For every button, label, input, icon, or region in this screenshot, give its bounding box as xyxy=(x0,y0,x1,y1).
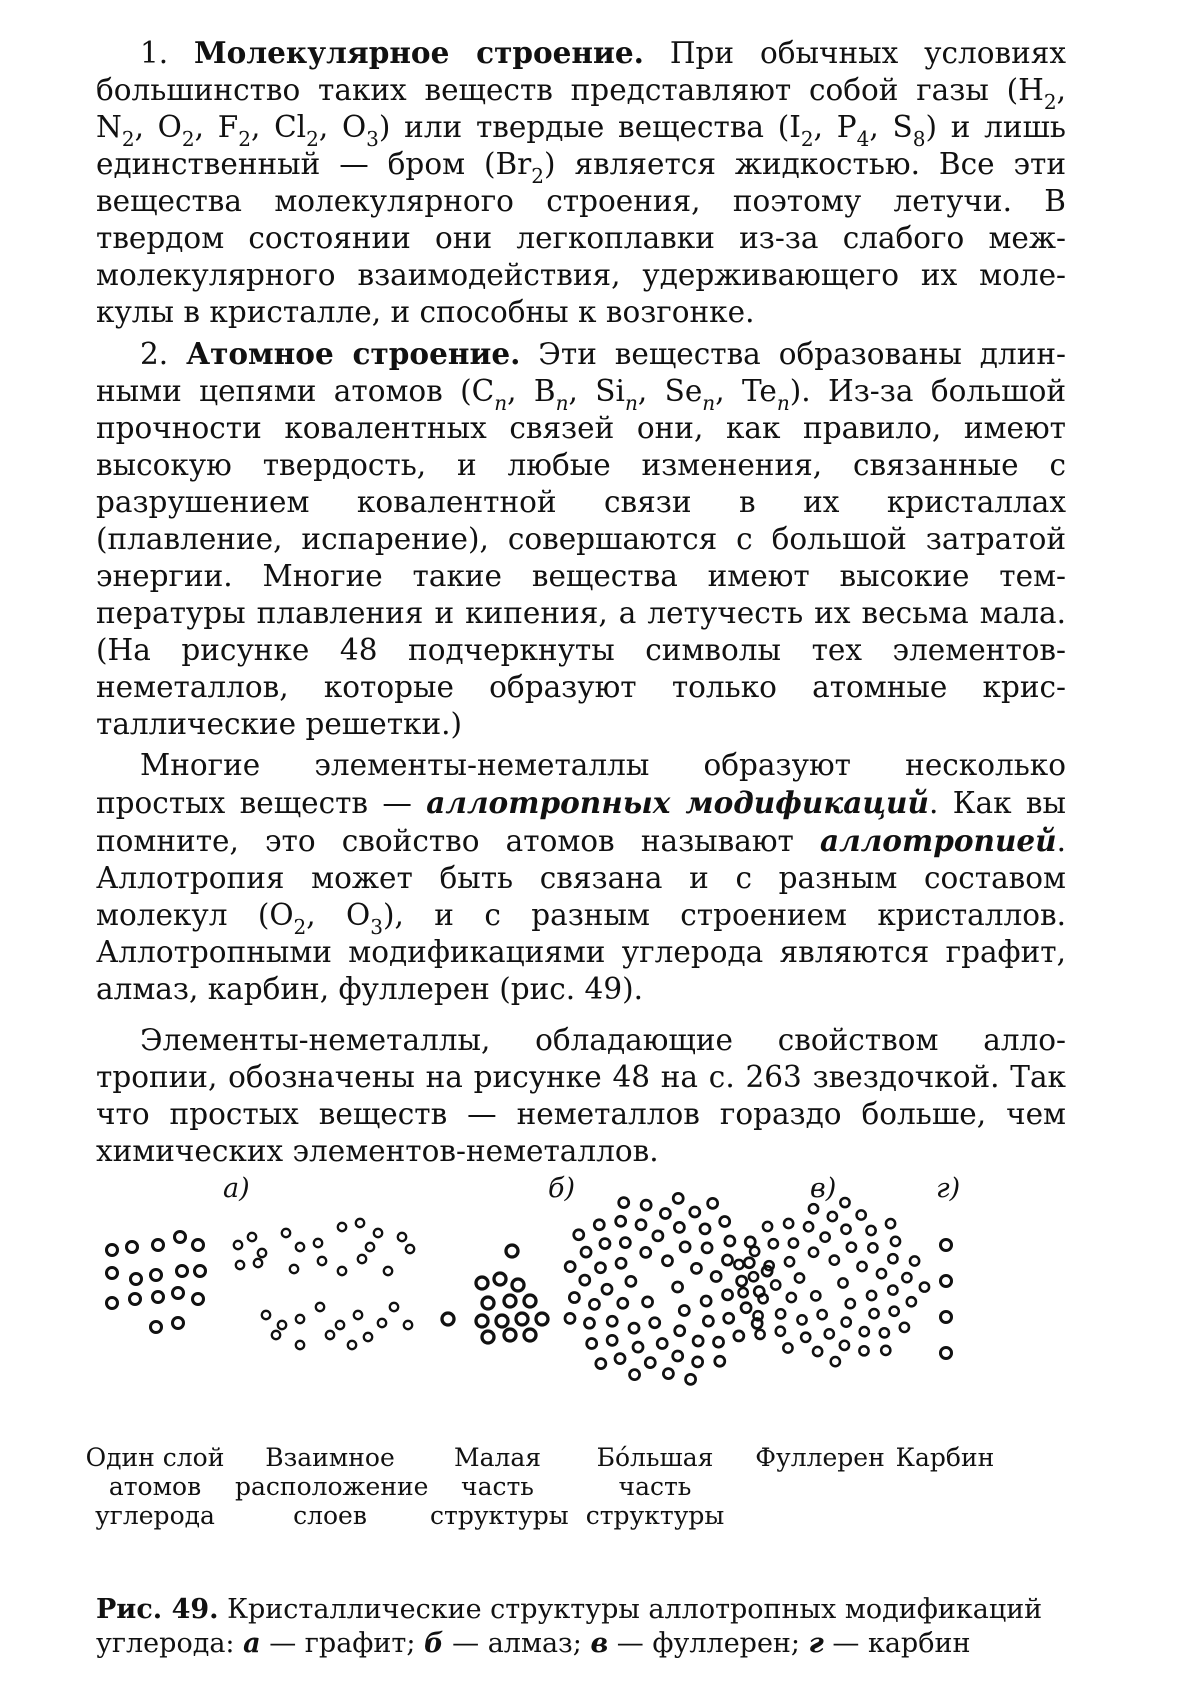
graphite-layers-atom xyxy=(326,1331,334,1339)
graphite-layer-atom xyxy=(153,1292,164,1303)
fullerene-atom xyxy=(860,1327,869,1336)
graphite-layers-atom xyxy=(282,1229,290,1237)
graphite-layers-atom xyxy=(262,1311,270,1319)
text-run: , S xyxy=(869,110,913,144)
diamond-large-atom xyxy=(565,1262,575,1272)
diamond-small-atom xyxy=(504,1295,516,1307)
diamond-large-atom xyxy=(725,1236,735,1246)
label-b: б) xyxy=(548,1173,576,1204)
diamond-large-atom xyxy=(691,1263,701,1273)
caption-letter: в xyxy=(590,1628,609,1659)
fullerene-atom xyxy=(846,1299,855,1308)
diamond-large-atom xyxy=(693,1336,703,1346)
subscript: 3 xyxy=(370,915,384,940)
fullerene-atom xyxy=(867,1291,876,1300)
text-run: , B xyxy=(507,374,556,408)
text-run: Эти вещества образованы длинными цепями атомов (C xyxy=(96,337,1066,408)
graphite-layers-atom xyxy=(234,1241,242,1249)
fullerene-atom xyxy=(907,1297,916,1306)
fullerene-atom xyxy=(880,1328,889,1337)
graphite-layer-atom xyxy=(153,1240,164,1251)
label-fullerene: Фуллерен xyxy=(755,1443,885,1472)
subscript: n xyxy=(494,391,508,416)
fullerene-atom xyxy=(900,1323,909,1332)
diamond-large-atom xyxy=(629,1323,639,1333)
graphite-layers-atom xyxy=(296,1243,304,1251)
diamond-large-atom xyxy=(569,1293,579,1303)
subscript: 2 xyxy=(800,127,814,152)
carbyne-atom xyxy=(941,1276,952,1287)
fullerene-atom xyxy=(828,1212,837,1221)
fullerene-atom xyxy=(877,1269,886,1278)
diamond-large-atom xyxy=(565,1313,575,1323)
fullerene-atom xyxy=(869,1309,878,1318)
diamond-large-atom xyxy=(596,1359,606,1369)
graphite-layer-atom xyxy=(130,1294,141,1305)
diamond-large-atom xyxy=(723,1290,733,1300)
diamond-large-atom xyxy=(643,1297,653,1307)
diamond-large-atom xyxy=(587,1339,597,1349)
graphite-layers-atom xyxy=(248,1233,256,1241)
text-run: При обычных условиях большинство таких веществ представляют собой газы (H xyxy=(96,36,1066,107)
graphite-layers-atom xyxy=(296,1341,304,1349)
graphite-layer-atom xyxy=(107,1268,118,1279)
fullerene-atom xyxy=(749,1272,758,1281)
fullerene-atom xyxy=(857,1262,866,1271)
graphite-layers-atom xyxy=(290,1265,298,1273)
fullerene-atom xyxy=(830,1256,839,1265)
diamond-large-atom xyxy=(607,1316,617,1326)
text-run: ) и лишь единственный — бром (Br xyxy=(96,110,1066,181)
diamond-small-atom xyxy=(504,1329,516,1341)
diamond-large-atom xyxy=(693,1357,703,1367)
diamond-small-atom xyxy=(516,1313,528,1325)
text-run: , Si xyxy=(568,374,625,408)
carbyne-atom xyxy=(941,1348,952,1359)
label-carbyne: Карбин xyxy=(895,1443,995,1472)
graphite-layers-atom xyxy=(398,1233,406,1241)
label-v: в) xyxy=(810,1173,837,1204)
diamond-small-atom xyxy=(506,1245,518,1257)
diamond-large-atom xyxy=(702,1243,712,1253)
diamond-large-atom xyxy=(589,1299,599,1309)
diamond-large-atom xyxy=(657,1339,667,1349)
diamond-large-atom xyxy=(616,1258,626,1268)
fullerene-atom xyxy=(755,1330,764,1339)
diamond-large-atom xyxy=(616,1216,626,1226)
fullerene-atom xyxy=(857,1210,866,1219)
fullerene-atom xyxy=(801,1333,810,1342)
graphite-layer-atom xyxy=(151,1270,162,1281)
diamond-small-atom xyxy=(476,1277,488,1289)
fullerene-atom xyxy=(776,1327,785,1336)
heading-atomic: Атомное строение. xyxy=(186,336,521,371)
fullerene-atom xyxy=(920,1282,929,1291)
fullerene-atom xyxy=(825,1329,834,1338)
figure-caption xyxy=(96,1593,1076,1661)
diamond-large-atom xyxy=(711,1272,721,1282)
diamond-small-atom xyxy=(536,1313,548,1325)
graphite-layers-atom xyxy=(338,1223,346,1231)
diamond-large-atom xyxy=(618,1298,628,1308)
diamond-large-atom xyxy=(633,1342,643,1352)
graphite-layer-atom xyxy=(151,1322,162,1333)
graphite-layer-atom xyxy=(175,1232,186,1243)
graphite-layer-atom xyxy=(127,1242,138,1253)
diamond-large-atom xyxy=(630,1370,640,1380)
text-run: . Аллотропия может быть связана и с разным составом молекул (O xyxy=(96,824,1066,932)
graphite-layers-atom xyxy=(316,1303,324,1311)
diamond-small-atom xyxy=(494,1273,506,1285)
subscript: n xyxy=(555,391,569,416)
diamond-large-atom xyxy=(690,1207,700,1217)
subscript: 2 xyxy=(1043,90,1057,115)
diamond-small-atom xyxy=(442,1313,454,1325)
text-run: , P xyxy=(813,110,857,144)
graphite-layer-atom xyxy=(195,1266,206,1277)
text-run: ) является жидкостью. Все эти вещества молекулярного строения, поэтому летучи. В твердом состоянии они легкоплавки из-за слабого межмолекулярного взаимодействия, удерживающего их молекулы в кристалле, и способны к возгонке. xyxy=(96,147,1066,329)
graphite-layers-atom xyxy=(384,1267,392,1275)
fullerene-atom xyxy=(750,1247,759,1256)
diamond-small-atom xyxy=(524,1295,536,1307)
graphite-layers-atom xyxy=(406,1245,414,1253)
diamond-large-atom xyxy=(641,1200,651,1210)
fullerene-atom xyxy=(831,1357,840,1366)
fullerene-atom xyxy=(866,1226,875,1235)
fullerene-atom xyxy=(890,1307,899,1316)
diamond-large-atom xyxy=(703,1316,713,1326)
diamond-small-atom xyxy=(496,1315,508,1327)
label-one-layer: Один слой атомов углерода xyxy=(85,1443,225,1530)
graphite-layers-atom xyxy=(348,1341,356,1349)
graphite-layers-atom xyxy=(296,1315,304,1323)
text-run: Многие элементы-неметаллы образуют несколько простых веществ — xyxy=(96,748,1066,820)
diamond-large-atom xyxy=(584,1318,594,1328)
fullerene-atom xyxy=(841,1225,850,1234)
diamond-large-atom xyxy=(580,1275,590,1285)
fullerene-atom xyxy=(813,1347,822,1356)
paragraph-molecular xyxy=(96,34,1066,331)
diamond-small-atom xyxy=(476,1315,488,1327)
diamond-large-atom xyxy=(600,1239,610,1249)
heading-molecular: Молекулярное строение. xyxy=(194,35,644,70)
diamond-large-atom xyxy=(645,1358,655,1368)
caption-run: — карбин xyxy=(823,1628,971,1659)
fullerene-atom xyxy=(783,1343,792,1352)
graphite-layers-atom xyxy=(318,1257,326,1265)
graphite-layers-atom xyxy=(236,1261,244,1269)
text-run: , O xyxy=(306,898,371,932)
graphite-layers-atom xyxy=(338,1267,346,1275)
text-run: , N xyxy=(96,73,1066,144)
paragraph-atomic xyxy=(96,335,1066,743)
carbyne-atom xyxy=(941,1312,952,1323)
body-text xyxy=(96,34,1066,1170)
diamond-large-atom xyxy=(650,1318,660,1328)
text-run: , O xyxy=(134,110,182,144)
fullerene-atom xyxy=(842,1318,851,1327)
diamond-large-atom xyxy=(714,1337,724,1347)
graphite-layers-atom xyxy=(366,1243,374,1251)
diamond-large-atom xyxy=(626,1276,636,1286)
diamond-large-atom xyxy=(700,1224,710,1234)
subscript: 2 xyxy=(306,127,319,152)
diamond-large-atom xyxy=(744,1258,754,1268)
subscript: 8 xyxy=(912,127,926,152)
diamond-large-atom xyxy=(602,1284,612,1294)
fullerene-atom xyxy=(902,1273,911,1282)
label-layer-arrangement: Взаимное расположение слоев xyxy=(235,1443,429,1530)
item-number: 1. xyxy=(140,36,195,70)
text-run: ) или твердые вещества (I xyxy=(378,110,801,144)
graphite-layers-atom xyxy=(404,1321,412,1329)
fullerene-atom xyxy=(840,1198,849,1207)
fullerene-atom xyxy=(888,1254,897,1263)
diamond-large-atom xyxy=(737,1276,747,1286)
graphite-layer-atom xyxy=(173,1318,184,1329)
diamond-large-atom xyxy=(663,1369,673,1379)
graphite-layers-atom xyxy=(390,1303,398,1311)
graphite-layers-atom xyxy=(336,1321,344,1329)
fullerene-atom xyxy=(910,1256,919,1265)
fullerene-atom xyxy=(739,1288,748,1297)
subscript: 2 xyxy=(181,127,195,152)
fullerene-atom xyxy=(771,1280,780,1289)
subscript: n xyxy=(702,391,716,416)
subscript: n xyxy=(776,391,790,416)
diamond-large-atom xyxy=(741,1303,751,1313)
label-large-part: Бóльшая часть структуры xyxy=(585,1443,725,1530)
caption-lead: Рис. 49. xyxy=(96,1594,219,1625)
label-a: а) xyxy=(223,1173,250,1204)
caption-run: — фуллерен; xyxy=(608,1628,809,1659)
graphite-layers-atom xyxy=(356,1219,364,1227)
subscript: 2 xyxy=(531,164,545,189)
text-run: . Как вы помните, это свойство атомов называют xyxy=(96,786,1067,858)
graphite-layers-atom xyxy=(258,1249,266,1257)
diamond-large-atom xyxy=(686,1374,696,1384)
fullerene-atom xyxy=(881,1346,890,1355)
subscript: 4 xyxy=(856,127,870,152)
paragraph-conclusion: Элементы-неметаллы, обладающие свойством аллотропии, обозначены на рисунке 48 на с. 263 звездочкой. Так что простых веществ — неметаллов гораздо больше, чем химических элементов-неметаллов. xyxy=(96,1023,1066,1168)
caption-run: Кристаллические структуры аллотропных модификаций углерода: xyxy=(96,1594,1043,1659)
graphite-layers-atom xyxy=(364,1333,372,1341)
subscript: 3 xyxy=(366,127,379,152)
fullerene-atom xyxy=(888,1285,897,1294)
fullerene-atom xyxy=(734,1260,743,1269)
diamond-small-atom xyxy=(482,1331,494,1343)
graphite-layer-atom xyxy=(193,1240,204,1251)
diamond-large-atom xyxy=(745,1237,755,1247)
caption-run: — графит; xyxy=(260,1628,425,1659)
diamond-large-atom xyxy=(615,1354,625,1364)
diamond-large-atom xyxy=(722,1255,732,1265)
diamond-large-atom xyxy=(680,1242,690,1252)
diamond-large-atom xyxy=(581,1247,591,1257)
diamond-small-atom xyxy=(524,1329,536,1341)
graphite-layer-atom xyxy=(107,1298,118,1309)
text-run: , Te xyxy=(715,374,777,408)
graphite-layers-atom xyxy=(374,1229,382,1237)
figure-49-drawing xyxy=(90,1175,1080,1595)
diamond-large-atom xyxy=(720,1217,730,1227)
text-run: ), и с разным строением кристаллов. Аллотропными модификациями углерода являются графит, алмаз, карбин, фуллерен (рис. 49). xyxy=(96,898,1066,1006)
fullerene-atom xyxy=(784,1219,793,1228)
text-run: , F xyxy=(194,110,239,144)
fullerene-atom xyxy=(797,1315,806,1324)
fullerene-atom xyxy=(795,1273,804,1282)
diamond-large-atom xyxy=(673,1282,683,1292)
fullerene-atom xyxy=(804,1222,813,1231)
graphite-layers-atom xyxy=(254,1259,262,1267)
caption-run: — алмаз; xyxy=(443,1628,591,1659)
fullerene-atom xyxy=(787,1293,796,1302)
graphite-layers-atom xyxy=(278,1321,286,1329)
diamond-large-atom xyxy=(715,1356,725,1366)
caption-letter: б xyxy=(424,1628,444,1659)
diamond-large-atom xyxy=(673,1193,683,1203)
diamond-small-atom xyxy=(482,1297,494,1309)
diamond-large-atom xyxy=(620,1238,630,1248)
fullerene-atom xyxy=(763,1222,772,1231)
fullerene-atom xyxy=(838,1278,847,1287)
label-g: г) xyxy=(936,1173,961,1204)
graphite-layers-atom xyxy=(354,1311,362,1319)
fullerene-atom xyxy=(821,1232,830,1241)
diamond-large-atom xyxy=(673,1351,683,1361)
label-small-part: Малая часть структуры xyxy=(430,1443,569,1530)
term-allotropy: аллотропией xyxy=(820,823,1057,858)
carbyne-atom xyxy=(941,1240,952,1251)
fullerene-atom xyxy=(818,1310,827,1319)
graphite-layers-atom xyxy=(378,1319,386,1327)
diamond-small-atom xyxy=(512,1279,524,1291)
diamond-large-atom xyxy=(662,1256,672,1266)
graphite-layer-atom xyxy=(193,1294,204,1305)
graphite-layer-atom xyxy=(107,1245,118,1256)
diamond-large-atom xyxy=(701,1296,711,1306)
diamond-large-atom xyxy=(674,1222,684,1232)
diamond-large-atom xyxy=(594,1220,604,1230)
text-run: ). Из-за большой прочности ковалентных связей они, как правило, имеют высокую твердость, и любые изменения, связанные с разрушением ковалентной связи в их кристаллах (плавление, испарение), совершаются с большой затратой энергии. Многие такие вещества имеют высокие температуры плавления и кипения, а летучесть их весьма мала. (На рисунке 48 подчеркнуты символы тех элементов-неметаллов, которые образуют только атомные кристаллические решетки.) xyxy=(96,374,1066,741)
graphite-layer-atom xyxy=(177,1266,188,1277)
diamond-large-atom xyxy=(660,1209,670,1219)
item-number: 2. xyxy=(140,337,187,371)
fullerene-atom xyxy=(776,1309,785,1318)
subscript: n xyxy=(624,391,638,416)
term-allotropic-modifications: аллотропных модификаций xyxy=(426,785,929,820)
diamond-large-atom xyxy=(679,1305,689,1315)
text-run: , Se xyxy=(637,374,703,408)
fullerene-atom xyxy=(769,1239,778,1248)
caption-letter: а xyxy=(243,1628,261,1659)
diamond-large-atom xyxy=(619,1198,629,1208)
diamond-large-atom xyxy=(574,1230,584,1240)
fullerene-atom xyxy=(785,1257,794,1266)
subscript: 2 xyxy=(121,127,135,152)
graphite-layer-atom xyxy=(173,1288,184,1299)
text-run: , O xyxy=(318,110,367,144)
diamond-large-atom xyxy=(607,1335,617,1345)
fullerene-atom xyxy=(859,1346,868,1355)
fullerene-atom xyxy=(847,1243,856,1252)
fullerene-atom xyxy=(789,1238,798,1247)
fullerene-atom xyxy=(891,1237,900,1246)
graphite-layers-atom xyxy=(272,1331,280,1339)
fullerene-atom xyxy=(840,1341,849,1350)
fullerene-atom xyxy=(809,1248,818,1257)
graphite-layers-atom xyxy=(358,1255,366,1263)
figure-49 xyxy=(85,1173,1080,1595)
diamond-large-atom xyxy=(653,1231,663,1241)
text-run: , Cl xyxy=(250,110,307,144)
fullerene-atom xyxy=(811,1291,820,1300)
diamond-large-atom xyxy=(595,1263,605,1273)
subscript: 2 xyxy=(238,127,251,152)
diamond-large-atom xyxy=(724,1313,734,1323)
graphite-layers-atom xyxy=(314,1239,322,1247)
diamond-large-atom xyxy=(641,1247,651,1257)
diamond-large-atom xyxy=(675,1326,685,1336)
graphite-layer-atom xyxy=(131,1274,142,1285)
caption-letter: г xyxy=(808,1628,824,1659)
subscript: 2 xyxy=(293,915,307,940)
fullerene-atom xyxy=(886,1219,895,1228)
diamond-large-atom xyxy=(636,1220,646,1230)
diamond-large-atom xyxy=(708,1198,718,1208)
fullerene-atom xyxy=(809,1204,818,1213)
fullerene-atom xyxy=(868,1243,877,1252)
paragraph-allotropy xyxy=(96,747,1066,1008)
diamond-large-atom xyxy=(734,1331,744,1341)
